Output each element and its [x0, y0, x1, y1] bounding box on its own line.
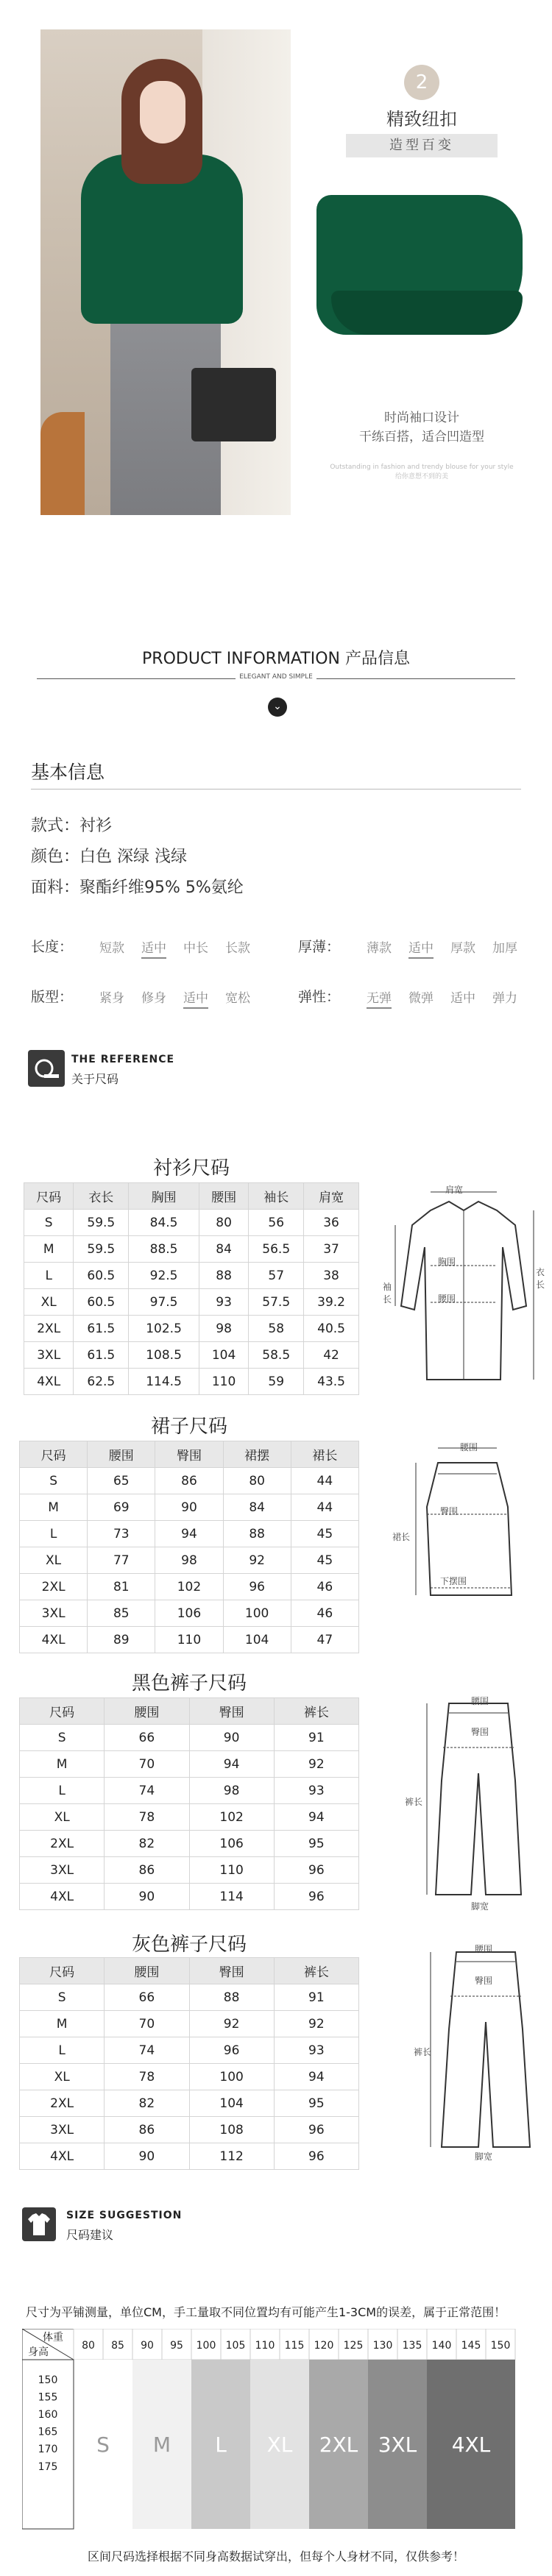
table-row — [20, 2117, 359, 2143]
table-cell: S — [20, 1725, 105, 1751]
table-cell: 42 — [304, 1342, 359, 1369]
table-cell: 98 — [189, 1778, 274, 1804]
attr-option: 长款 — [225, 941, 250, 956]
table-header-cell: 臀围 — [189, 1698, 274, 1725]
table-cell: 56.5 — [249, 1236, 304, 1263]
table-cell: M — [24, 1236, 74, 1263]
attr-option: 薄款 — [367, 941, 392, 956]
table-cell: 85 — [88, 1600, 155, 1627]
table-cell: 92 — [223, 1547, 291, 1574]
table-cell: 39.2 — [304, 1289, 359, 1316]
table-cell: 4XL — [20, 1884, 105, 1910]
height-value: 160 — [38, 2409, 58, 2421]
height-value: 170 — [38, 2444, 58, 2456]
table-cell: 38 — [304, 1263, 359, 1289]
table-cell: 89 — [88, 1627, 155, 1653]
table-row — [20, 1984, 359, 2011]
table-header-cell: 裙长 — [291, 1441, 358, 1468]
table-cell: 92 — [274, 2011, 358, 2037]
weight-value: 125 — [343, 2340, 364, 2352]
table-cell: 66 — [105, 1725, 189, 1751]
table-header-row — [20, 1441, 359, 1468]
table-cell: XL — [20, 1547, 88, 1574]
table-cell: XL — [20, 1804, 105, 1831]
table-row — [20, 2143, 359, 2170]
table-cell: 58 — [249, 1316, 304, 1342]
table-row — [24, 1236, 359, 1263]
diag-label: 腰围 — [471, 1696, 489, 1706]
table-cell: 4XL — [24, 1369, 74, 1395]
detail-subtitle: 造型百变 — [346, 134, 498, 157]
table-cell: S — [20, 1468, 88, 1494]
table-row — [24, 1210, 359, 1236]
table-cell: 104 — [189, 2090, 274, 2117]
table-cell: 98 — [155, 1547, 223, 1574]
table-row — [20, 1494, 359, 1521]
weight-value: 145 — [461, 2340, 481, 2352]
table-cell: 61.5 — [74, 1342, 129, 1369]
detail-description: 时尚袖口设计 干练百搭，适合凹造型 — [359, 411, 484, 444]
table-cell: 78 — [105, 2064, 189, 2090]
table-cell: XL — [20, 2064, 105, 2090]
table-cell: 114.5 — [129, 1369, 199, 1395]
table-cell: 4XL — [20, 2143, 105, 2170]
diag-label: 臀围 — [475, 1976, 493, 1986]
grey-pants-size-table — [19, 1957, 359, 2170]
shirt-size-table — [24, 1182, 359, 1395]
table-cell: M — [20, 1494, 88, 1521]
table-row — [20, 1884, 359, 1910]
table-cell: 3XL — [20, 1600, 88, 1627]
table-header-cell: 肩宽 — [304, 1183, 359, 1210]
table-cell: 65 — [88, 1468, 155, 1494]
attr-option: 适中 — [450, 991, 475, 1006]
size-suggestion-grid — [22, 2329, 530, 2535]
size-note: 尺寸为平铺测量，单位CM，手工量取不同位置均有可能产生1-3CM的误差，属于正常范围！ — [26, 2305, 506, 2319]
grey-pants-size-title: 灰色裤子尺码 — [131, 1934, 247, 1956]
diag-label: 脚宽 — [475, 2151, 493, 2162]
table-cell: 93 — [199, 1289, 248, 1316]
table-cell: 81 — [88, 1574, 155, 1600]
table-cell: 84 — [199, 1236, 248, 1263]
weight-value: 120 — [314, 2340, 334, 2352]
table-row — [20, 1468, 359, 1494]
size-band-label: 4XL — [451, 2433, 491, 2457]
size-suggestion-title: SIZE SUGGESTION — [66, 2210, 183, 2221]
table-cell: 60.5 — [74, 1289, 129, 1316]
table-cell: 80 — [223, 1468, 291, 1494]
table-cell: 88 — [199, 1263, 248, 1289]
table-cell: 106 — [189, 1831, 274, 1857]
table-cell: 59.5 — [74, 1236, 129, 1263]
attr-option: 厚款 — [450, 941, 475, 956]
skirt-diagram — [386, 1441, 548, 1632]
table-header-cell: 胸围 — [129, 1183, 199, 1210]
table-cell: 57 — [249, 1263, 304, 1289]
table-cell: 102.5 — [129, 1316, 199, 1342]
table-row — [20, 2011, 359, 2037]
basic-fabric: 面料：聚酯纤维95% 5%氨纶 — [31, 879, 244, 897]
table-cell: L — [20, 2037, 105, 2064]
table-cell: 110 — [189, 1857, 274, 1884]
table-cell: 94 — [274, 1804, 358, 1831]
weight-value: 105 — [225, 2340, 246, 2352]
table-cell: 77 — [88, 1547, 155, 1574]
table-cell: 96 — [274, 1884, 358, 1910]
table-cell: 104 — [223, 1627, 291, 1653]
height-value: 175 — [38, 2460, 58, 2473]
table-cell: 110 — [155, 1627, 223, 1653]
table-cell: M — [20, 1751, 105, 1778]
table-header-cell: 臀围 — [155, 1441, 223, 1468]
table-row — [20, 1751, 359, 1778]
attr-option-selected: 适中 — [141, 937, 166, 959]
table-cell: 2XL — [20, 1574, 88, 1600]
diag-label: 腰围 — [475, 1944, 493, 1954]
table-row — [20, 1804, 359, 1831]
attr-option: 中长 — [183, 941, 208, 956]
table-row — [20, 1778, 359, 1804]
size-band-label: L — [215, 2433, 227, 2457]
attr-option: 紧身 — [99, 991, 124, 1006]
weight-value: 95 — [170, 2340, 183, 2352]
diag-label: 裙长 — [392, 1532, 411, 1542]
height-value: 150 — [38, 2374, 58, 2386]
table-cell: 37 — [304, 1236, 359, 1263]
shirt-icon — [22, 2207, 56, 2241]
product-info-subtitle: ELEGANT AND SIMPLE — [239, 673, 313, 681]
tape-measure-icon — [28, 1050, 65, 1087]
table-cell: 110 — [199, 1369, 248, 1395]
table-cell: 2XL — [20, 2090, 105, 2117]
diag-label: 胸围 — [438, 1257, 456, 1267]
diag-label: 袖长 — [383, 1282, 392, 1305]
attr-option: 修身 — [141, 991, 166, 1006]
table-cell: 80 — [199, 1210, 248, 1236]
table-cell: XL — [24, 1289, 74, 1316]
table-header-row — [20, 1958, 359, 1984]
divider — [31, 789, 521, 790]
table-cell: L — [24, 1263, 74, 1289]
table-cell: 88 — [189, 1984, 274, 2011]
weight-value: 110 — [255, 2340, 275, 2352]
attr-option: 微弹 — [408, 991, 434, 1006]
attr-option-selected: 无弹 — [367, 987, 392, 1009]
table-cell: 92.5 — [129, 1263, 199, 1289]
basic-style: 款式：衬衫 — [31, 817, 113, 835]
attr-elastic: 弹性： — [298, 989, 341, 1005]
table-cell: 86 — [155, 1468, 223, 1494]
table-cell: 91 — [274, 1725, 358, 1751]
table-cell: 96 — [274, 2117, 358, 2143]
height-label: 身高 — [28, 2346, 49, 2358]
attr-option: 加厚 — [492, 941, 517, 956]
table-cell: 108 — [189, 2117, 274, 2143]
size-footer: 区间尺码选择根据不同身高数据试穿出，但每个人身材不同，仅供参考！ — [87, 2550, 464, 2563]
table-cell: 92 — [189, 2011, 274, 2037]
table-cell: 45 — [291, 1521, 358, 1547]
table-cell: 3XL — [20, 2117, 105, 2143]
weight-label: 体重 — [43, 2332, 63, 2343]
table-cell: 93 — [274, 1778, 358, 1804]
table-cell: 95 — [274, 2090, 358, 2117]
table-cell: 82 — [105, 1831, 189, 1857]
table-row — [24, 1263, 359, 1289]
table-cell: 92 — [274, 1751, 358, 1778]
product-info-title: PRODUCT INFORMATION 产品信息 — [142, 650, 410, 668]
table-cell: S — [20, 1984, 105, 2011]
table-cell: 74 — [105, 1778, 189, 1804]
table-cell: 84 — [223, 1494, 291, 1521]
table-cell: 90 — [105, 2143, 189, 2170]
diag-label: 肩宽 — [445, 1185, 464, 1195]
table-cell: 106 — [155, 1600, 223, 1627]
table-header-cell: 尺码 — [20, 1441, 88, 1468]
model-photo — [40, 29, 291, 515]
table-cell: 96 — [223, 1574, 291, 1600]
detail-number-badge: 2 — [404, 65, 439, 100]
detail-title: 精致纽扣 — [386, 109, 457, 129]
table-cell: L — [20, 1521, 88, 1547]
size-band-label: M — [152, 2433, 171, 2457]
size-band-label: XL — [266, 2433, 293, 2457]
table-cell: 3XL — [20, 1857, 105, 1884]
attr-option: 短款 — [99, 941, 124, 956]
table-cell: 94 — [155, 1521, 223, 1547]
weight-value: 85 — [111, 2340, 124, 2352]
table-row — [20, 2064, 359, 2090]
table-cell: 96 — [274, 2143, 358, 2170]
table-header-cell: 腰围 — [88, 1441, 155, 1468]
table-cell: 91 — [274, 1984, 358, 2011]
table-cell: 78 — [105, 1804, 189, 1831]
detail-tiny-text: Outstanding in fashion and trendy blouse for your style 给你意想不到的美 — [330, 464, 514, 480]
table-header-cell: 裙摆 — [223, 1441, 291, 1468]
table-cell: 70 — [105, 2011, 189, 2037]
attr-fit: 版型： — [31, 989, 74, 1005]
table-cell: 70 — [105, 1751, 189, 1778]
table-cell: M — [20, 2011, 105, 2037]
attr-option: 宽松 — [225, 991, 250, 1006]
table-cell: 44 — [291, 1494, 358, 1521]
reference-subtitle: 关于尺码 — [71, 1072, 119, 1086]
diag-label: 裤长 — [405, 1797, 423, 1807]
table-cell: 73 — [88, 1521, 155, 1547]
table-header-cell: 腰围 — [199, 1183, 248, 1210]
table-cell: 100 — [223, 1600, 291, 1627]
table-row — [20, 1627, 359, 1653]
table-cell: 93 — [274, 2037, 358, 2064]
table-cell: 59.5 — [74, 1210, 129, 1236]
weight-value: 90 — [141, 2340, 154, 2352]
weight-value: 100 — [196, 2340, 216, 2352]
table-row — [20, 1831, 359, 1857]
table-row — [24, 1342, 359, 1369]
table-cell: 59 — [249, 1369, 304, 1395]
diag-label: 衣长 — [536, 1267, 545, 1290]
table-cell: 2XL — [20, 1831, 105, 1857]
skirt-size-title: 裙子尺码 — [150, 1416, 227, 1438]
height-value: 155 — [38, 2391, 58, 2404]
table-header-cell: 腰围 — [105, 1698, 189, 1725]
table-cell: 104 — [199, 1342, 248, 1369]
table-cell: 100 — [189, 2064, 274, 2090]
height-value: 165 — [38, 2426, 58, 2438]
size-band-label: S — [96, 2433, 110, 2457]
table-row — [20, 1600, 359, 1627]
table-cell: 88 — [223, 1521, 291, 1547]
shirt-size-title: 衬衫尺码 — [152, 1157, 230, 1179]
table-row — [20, 1725, 359, 1751]
table-cell: 90 — [155, 1494, 223, 1521]
table-cell: 60.5 — [74, 1263, 129, 1289]
table-cell: 66 — [105, 1984, 189, 2011]
attr-option: 弹力 — [492, 991, 517, 1006]
table-cell: 94 — [274, 2064, 358, 2090]
weight-value: 135 — [402, 2340, 422, 2352]
table-row — [24, 1316, 359, 1342]
table-cell: 57.5 — [249, 1289, 304, 1316]
attr-length: 长度： — [31, 939, 74, 955]
table-cell: 86 — [105, 2117, 189, 2143]
diag-label: 腰围 — [460, 1442, 478, 1452]
table-header-cell: 臀围 — [189, 1958, 274, 1984]
skirt-size-table — [19, 1441, 359, 1653]
table-cell: 102 — [155, 1574, 223, 1600]
weight-value: 150 — [490, 2340, 511, 2352]
shirt-diagram — [379, 1181, 548, 1402]
attr-option-selected: 适中 — [183, 987, 208, 1009]
diag-label: 腰围 — [438, 1294, 456, 1304]
cuff-ruffle — [331, 291, 523, 335]
table-cell: 108.5 — [129, 1342, 199, 1369]
table-row — [20, 1857, 359, 1884]
table-cell: 45 — [291, 1547, 358, 1574]
table-cell: 88.5 — [129, 1236, 199, 1263]
table-header-row — [24, 1183, 359, 1210]
basic-info-title: 基本信息 — [31, 762, 105, 783]
table-row — [24, 1289, 359, 1316]
attr-option-selected: 适中 — [408, 937, 434, 959]
table-row — [20, 2090, 359, 2117]
table-cell: L — [20, 1778, 105, 1804]
table-row — [24, 1369, 359, 1395]
table-cell: 96 — [274, 1857, 358, 1884]
table-header-cell: 裤长 — [274, 1698, 358, 1725]
table-header-cell: 腰围 — [105, 1958, 189, 1984]
table-cell: 62.5 — [74, 1369, 129, 1395]
diag-label: 下摆围 — [440, 1576, 467, 1586]
basic-color: 颜色：白色 深绿 浅绿 — [31, 848, 187, 866]
table-cell: 102 — [189, 1804, 274, 1831]
size-band-label: 2XL — [319, 2433, 358, 2457]
table-header-cell: 尺码 — [24, 1183, 74, 1210]
table-cell: 43.5 — [304, 1369, 359, 1395]
table-cell: 114 — [189, 1884, 274, 1910]
weight-value: 80 — [82, 2340, 95, 2352]
table-cell: 90 — [105, 1884, 189, 1910]
diag-label: 臀围 — [471, 1727, 489, 1737]
black-pants-size-table — [19, 1697, 359, 1910]
diag-label: 脚宽 — [471, 1901, 489, 1912]
size-suggestion-subtitle: 尺码建议 — [66, 2228, 114, 2242]
table-cell: 58.5 — [249, 1342, 304, 1369]
table-cell: 2XL — [24, 1316, 74, 1342]
table-cell: 46 — [291, 1600, 358, 1627]
weight-value: 115 — [284, 2340, 305, 2352]
table-cell: 96 — [189, 2037, 274, 2064]
table-cell: 74 — [105, 2037, 189, 2064]
table-cell: 97.5 — [129, 1289, 199, 1316]
table-header-cell: 裤长 — [274, 1958, 358, 1984]
table-header-cell: 袖长 — [249, 1183, 304, 1210]
table-row — [20, 1547, 359, 1574]
table-cell: 44 — [291, 1468, 358, 1494]
table-cell: 90 — [189, 1725, 274, 1751]
table-cell: 82 — [105, 2090, 189, 2117]
table-cell: 3XL — [24, 1342, 74, 1369]
table-cell: 95 — [274, 1831, 358, 1857]
diag-label: 裤长 — [414, 2047, 432, 2057]
table-cell: 98 — [199, 1316, 248, 1342]
table-cell: 36 — [304, 1210, 359, 1236]
table-cell: 46 — [291, 1574, 358, 1600]
reference-title: THE REFERENCE — [71, 1054, 175, 1065]
weight-value: 140 — [431, 2340, 452, 2352]
attr-thickness: 厚薄： — [298, 939, 341, 955]
table-cell: 47 — [291, 1627, 358, 1653]
table-cell: 4XL — [20, 1627, 88, 1653]
table-header-row — [20, 1698, 359, 1725]
table-cell: 112 — [189, 2143, 274, 2170]
size-band-label: 3XL — [378, 2433, 417, 2457]
chevron-down-icon: ⌄ — [268, 698, 287, 717]
table-cell: 69 — [88, 1494, 155, 1521]
table-cell: 86 — [105, 1857, 189, 1884]
table-header-cell: 尺码 — [20, 1698, 105, 1725]
table-cell: 61.5 — [74, 1316, 129, 1342]
table-row — [20, 1574, 359, 1600]
table-cell: 94 — [189, 1751, 274, 1778]
table-cell: S — [24, 1210, 74, 1236]
table-header-cell: 尺码 — [20, 1958, 105, 1984]
diag-label: 臀围 — [440, 1506, 459, 1516]
table-cell: 84.5 — [129, 1210, 199, 1236]
table-cell: 56 — [249, 1210, 304, 1236]
table-row — [20, 1521, 359, 1547]
black-pants-size-title: 黑色裤子尺码 — [131, 1672, 247, 1695]
table-row — [20, 2037, 359, 2064]
table-cell: 40.5 — [304, 1316, 359, 1342]
weight-value: 130 — [372, 2340, 393, 2352]
table-header-cell: 衣长 — [74, 1183, 129, 1210]
